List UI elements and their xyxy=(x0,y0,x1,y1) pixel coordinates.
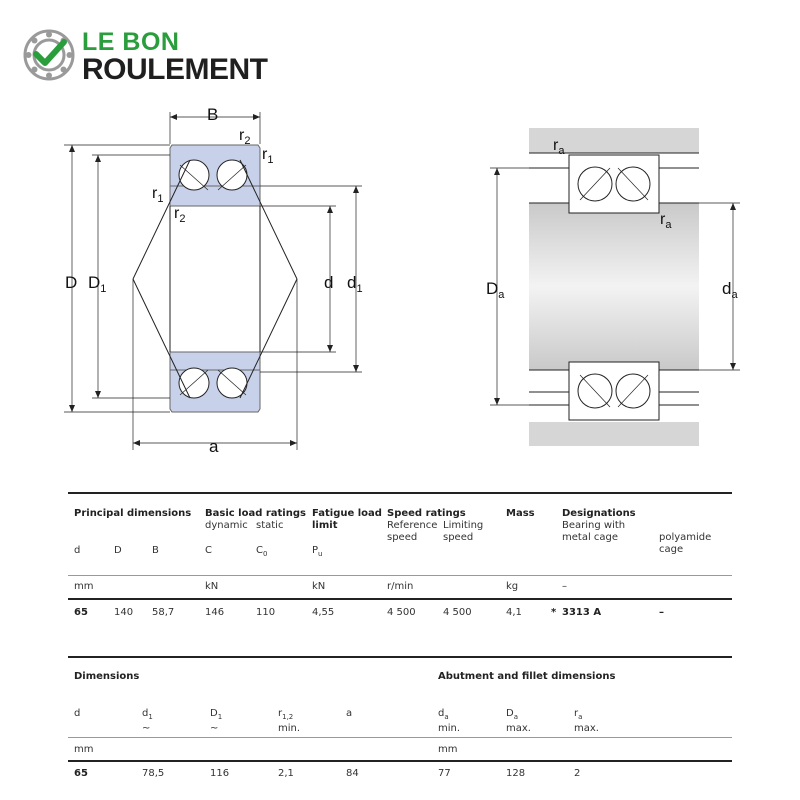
sym-da: $d_a$ min. xyxy=(438,708,461,734)
unit-kN: kN xyxy=(312,581,326,592)
hdr-fatigue-load: Fatigue load xyxy=(312,508,382,519)
unit-mm: mm xyxy=(74,581,94,592)
cell-Pu: 4,55 xyxy=(312,607,335,618)
cell-Da: 128 xyxy=(506,768,526,779)
sym-D: D xyxy=(114,545,122,556)
unit-dash: – xyxy=(562,581,567,592)
table1-unit-rule xyxy=(68,575,732,576)
cell-D: 140 xyxy=(114,607,134,618)
hdr-bearing-with: Bearing with xyxy=(562,520,626,531)
hdr-reference: Reference xyxy=(387,520,438,531)
cell-r12: 2,1 xyxy=(278,768,294,779)
cell-d: 65 xyxy=(74,768,88,779)
sym-a: a xyxy=(346,708,353,719)
cell-designation: 3313 A xyxy=(562,607,602,618)
hdr-dimensions: Dimensions xyxy=(74,671,140,682)
hdr-mass: Mass xyxy=(506,508,535,519)
sym-C0: $C_0$ xyxy=(256,545,268,558)
dim-label-D: D xyxy=(65,273,78,292)
hdr-fatigue-limit: limit xyxy=(312,520,338,531)
unit-kN: kN xyxy=(205,581,219,592)
dim-label-r1-top: $r_1$ xyxy=(262,146,274,166)
logo-text-bottom: ROULEMENT xyxy=(82,53,268,86)
dim-label-r2-left: $r_2$ xyxy=(174,205,186,225)
hdr-basic-load-ratings: Basic load ratings xyxy=(205,508,306,519)
sym-C: C xyxy=(205,545,212,556)
cell-a: 84 xyxy=(346,768,359,779)
dim-label-r1-left: $r_1$ xyxy=(152,185,164,205)
cell-reference-speed: 4 500 xyxy=(387,607,416,618)
cell-polyamide: – xyxy=(659,607,664,618)
hdr-speed-ratings: Speed ratings xyxy=(387,508,466,519)
sym-ra: $r_a$ max. xyxy=(574,708,599,734)
unit-rmin: r/min xyxy=(387,581,414,592)
cell-C: 146 xyxy=(205,607,225,618)
hdr-dynamic: dynamic xyxy=(205,520,248,531)
sym-d: d xyxy=(74,545,81,556)
table2-data-rule xyxy=(68,760,732,762)
dim-label-a: a xyxy=(209,437,219,456)
table1-data-rule xyxy=(68,598,732,600)
unit-mm: mm xyxy=(74,744,94,755)
table2-unit-rule xyxy=(68,737,732,738)
cell-B: 58,7 xyxy=(152,607,175,618)
dim-label-B: B xyxy=(207,105,219,124)
dim-label-d1: $d_1$ xyxy=(347,273,363,295)
dim-label-d: d xyxy=(324,273,334,292)
table2-top-rule xyxy=(68,656,732,658)
cell-C0: 110 xyxy=(256,607,276,618)
hdr-limiting-speed: speed xyxy=(443,532,474,543)
cell-limiting-speed: 4 500 xyxy=(443,607,472,618)
dim-label-da: $d_a$ xyxy=(722,279,738,301)
sym-r12: $r_{1,2}$ min. xyxy=(278,708,301,734)
cell-mass: 4,1 xyxy=(506,607,522,618)
hdr-static: static xyxy=(256,520,284,531)
sym-Pu: $P_u$ xyxy=(312,545,323,558)
hdr-metal-cage: metal cage xyxy=(562,532,619,543)
sym-Da: $D_a$ max. xyxy=(506,708,531,734)
hdr-cage: cage xyxy=(659,544,684,555)
dim-label-ra-right: $r_a$ xyxy=(660,211,672,231)
cell-ra: 2 xyxy=(574,768,581,779)
logo-text-top: LE BON xyxy=(82,28,180,56)
hdr-designations: Designations xyxy=(562,508,636,519)
sym-D1: $D_1$ ~ xyxy=(210,708,223,734)
dim-label-D1: $D_1$ xyxy=(88,273,107,295)
sym-B: B xyxy=(152,545,159,556)
hdr-reference-speed: speed xyxy=(387,532,418,543)
sym-d1: $d_1$ ~ xyxy=(142,708,153,734)
cell-d1: 78,5 xyxy=(142,768,165,779)
cell-D1: 116 xyxy=(210,768,230,779)
dim-label-Da: $D_a$ xyxy=(486,279,505,301)
sym-d: d xyxy=(74,708,81,719)
cell-da: 77 xyxy=(438,768,451,779)
hdr-polyamide: polyamide xyxy=(659,532,712,543)
unit-mm: mm xyxy=(438,744,458,755)
hdr-limiting: Limiting xyxy=(443,520,484,531)
dim-label-ra-top: $r_a$ xyxy=(553,137,565,157)
cell-d: 65 xyxy=(74,607,88,618)
dim-label-r2-top: $r_2$ xyxy=(239,127,251,147)
unit-kg: kg xyxy=(506,581,519,592)
hdr-abutment: Abutment and fillet dimensions xyxy=(438,671,616,682)
hdr-principal-dimensions: Principal dimensions xyxy=(74,508,192,519)
cell-star: * xyxy=(551,607,557,618)
